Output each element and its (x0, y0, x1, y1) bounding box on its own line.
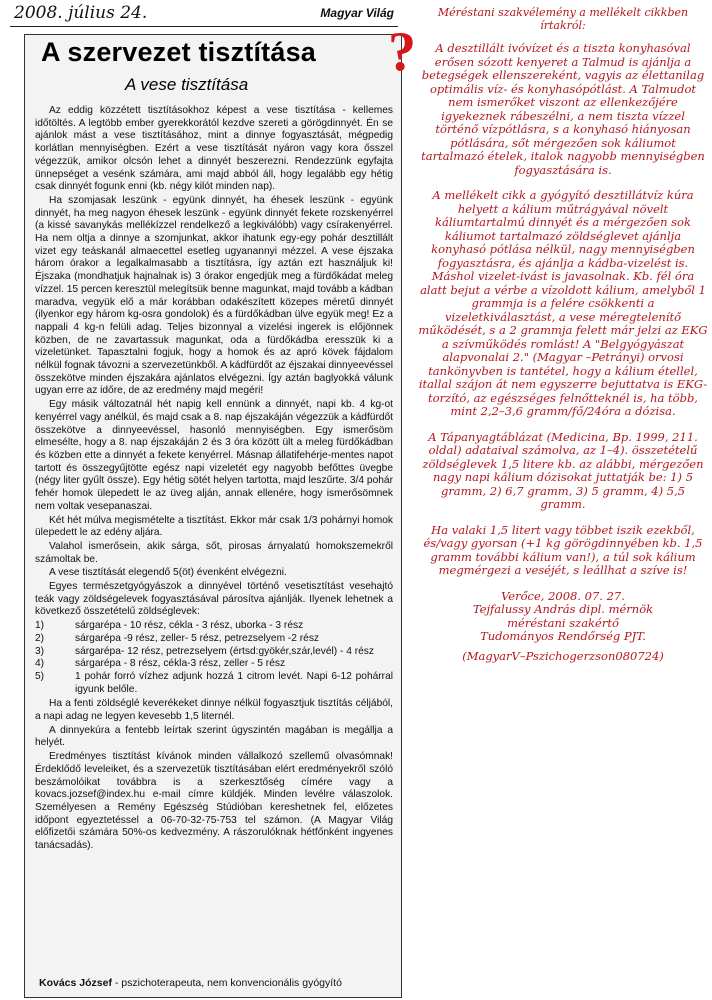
article-paragraph: Egy másik változatnál hét napig kell ennünk a dinnyét, napi kb. 4 kg-ot kenyérrel vagy anélkül, és majd csak a 8. nap éjszakáján végezzük a kádfürdőt összekötve a dinnyeevéssel, hasonló mennyiségben. Egy ismerősöm elmesélte, hogy a 8. nap éjszakáján 2 és 3 óra között ült a meleg fürdőkádban és közben ette a dinnyét a fekete kenyérrel. Másnap állatifehérje-mentes napot tartott és összegyűjtötte egész napi vizeletét egy nagyobb befőttes üvegbe (négy liter gyűlt össze). Egy hétig sötét helyen tartotta, majd leszűrte. 3/4 pohár fehér homok ülepedett le az üveg alján, annak ellenére, hogy ismerősömnek nem voltak vesepanaszai. (35, 399, 393, 512)
article-paragraph: A vese tisztítását elegendő 5(öt) évenként elvégezni. (49, 567, 287, 579)
recipe-text: sárgarépa - 8 rész, cékla-3 rész, zeller - 5 rész (75, 658, 286, 670)
article-paragraph: Valahol ismerősein, akik sárga, sőt, pirosas árnyalatú homokszemekről számoltak be. (35, 540, 393, 565)
recipe-text: sárgarépa -9 rész, zeller- 5 rész, petrezselyem -2 rész (75, 632, 320, 644)
opinion-author-title: méréstani szakértő (507, 615, 619, 630)
opinion-paragraph: A mellékelt cikk a gyógyító desztillátvíz kúra helyett a kálium műtrágyával növelt káliumtartalmú dinnyét és a mérgezően sok káliumot tartalmazó zöldséglevet ajánlja konyhasó pótlása nélkül, nagy mennyiségben fogyasztásra, és ajánlja a kádba-vizelést is. Máshol vizelet-ivást is javasolnak. Kb. fél óra alatt bejut a vérbe a vízoldott kálium, amelyből 1 grammja is a felére csökkenti a vizeletkiválasztást, a vese méregtelenítő működését, s a 2 grammja felett már jelzi az EKG a szívműködés romlást! A "Belgyógyászat alapvonalai 2." (Magyar –Petrányi) orvosi tankönyvben is tantétel, hogy a kálium étellel, itallal szájon át nem egyszerre bejuttatva is EKG-torzító, az egészséges felnőtteknél is, ha több, mint 2,2–3,6 gramm/fő/24óra a dózisa. (418, 188, 708, 418)
opinion-author: Tejfalussy András dipl. mérnök (472, 602, 654, 616)
newspaper-header (10, 4, 398, 27)
opinion-paragraph: Ha valaki 1,5 litert vagy többet iszik ezekből, és/vagy gyorsan (+1 kg görögdinnyében kb. 1,5 gramm további kálium van!), a túl sok kálium megmérgezi a veséjét, s leállhat a szíve is! (423, 522, 703, 577)
expert-opinion (418, 6, 708, 663)
newspaper-clipping (24, 34, 402, 998)
article-paragraph: Ha a fenti zöldséglé keverékeket dinnye nélkül fogyasztjuk tisztítás céljából, a napi adag ne legyen kevesebb 1,5 liternél. (35, 698, 393, 723)
newspaper-name: Magyar Világ (320, 6, 394, 20)
recipe-number: 2) (35, 632, 45, 644)
article-paragraph: Egyes természetgyógyászok a dinnyével történő vesetisztítást vesehajtó teák vagy zöldségelevek fogyasztásával párosítva ajánlják. Ilyenek lehetnek a következő összetételű zöldséglevek: (35, 581, 393, 618)
recipe-number: 1) (35, 620, 45, 632)
opinion-organization: Tudományos Rendőrség PJT. (480, 629, 646, 643)
recipe-number: 3) (35, 645, 45, 657)
author-role: - pszichoterapeuta, nem konvencionális gyógyító (111, 977, 342, 989)
recipe-item (35, 620, 393, 633)
opinion-intro: Méréstani szakvélemény a mellékelt cikkben írtakról: (437, 6, 689, 32)
opinion-paragraph: A Tápanyagtáblázat (Medicina, Bp. 1999, 211. oldal) adataival számolva, az 1–4). összetételű zöldséglevek 1,5 litere kb. az alábbi, mérgezően nagy napi kálium dózisokat juttatják be: 1) 5 gramm, 2) 6,7 gramm, 3) 5 gramm, 4) 5,5 gramm. (422, 429, 704, 511)
article-title: A szervezet tisztítása (41, 37, 317, 67)
article-paragraph: Az eddig közzétett tisztításokhoz képest a vese tisztítása - kellemes időtöltés. A legtöbb ember gyerekkorától kezdve szereti a görögdinnyét. Én se ajánlok mást a vese tisztításához, mint a dinnye fogyasztását, mégpedig korlátlan mennyiségben. Ezért a vese tisztítását nyáron vagy kora ősszel végezzük, amikor olcsón lehet a dinnyét beszerezni. Rendezzünk egyfajta ünnepséget a vesénk számára, ami majd abból áll, hogy legalább egy hétig csak dinnyét fogunk enni (kb. négy kilót minden nap). (35, 105, 393, 193)
juice-recipe-list (35, 620, 393, 696)
article-paragraph: A dinnyekúra a fentebb leírtak szerint úgyszintén magában is megállja a helyét. (35, 724, 393, 749)
recipe-text: 1 pohár forró vízhez adjunk hozzá 1 citrom levét. Napi 6-12 pohárral igyunk belőle. (75, 670, 393, 695)
recipe-item (35, 658, 393, 671)
author-name: Kovács József (39, 977, 112, 989)
recipe-number: 4) (35, 658, 45, 670)
article-paragraph: Eredményes tisztítást kívánok minden vállalkozó szellemű olvasómnak! Érdeklődő leveleiket, és a szervezetük tisztításában elért eredményekről szóló beszámolóikat továbbra is a szerkesztőség címére vagy a kovacs.jozsef@index.hu e-mail címre küldjék. Minden levélre válaszolok. Személyesen a Remény Egészség Stúdióban kereshetnek fel, előzetes időpont egyeztetéssel a 06-70-32-75-753 tel számon. (A Magyar Világ előfizetői számára 50%-os kedvezmény. A rászorulóknak hétfőnként ingyenes tanácsadás). (35, 751, 393, 852)
article-subtitle: A vese tisztítása (125, 75, 249, 94)
recipe-text: sárgarépa - 10 rész, cékla - 3 rész, uborka - 3 rész (75, 620, 304, 632)
article-paragraph: Ha szomjasak leszünk - együnk dinnyét, ha éhesek leszünk - együnk dinnyét, ha meg nagyon éhesek leszünk - együnk dinnyét fekete rozskenyérrel (a kissé savanykás mellékízzel rendelkező a legkiválóbb) vagy csírakenyérrel. Ha nem oltja a dinnye a szomjunkat, akkor ihatunk egy-egy pohár desztillált vizet egy teáskanál almaecettel esetleg ugyanannyi mézzel. A vese éjszaka három órakor a legalkalmasabb a tisztításra, így aztán ezt használjuk ki! Éjszaka (mondhatjuk hajnalnak is) 3 órakor engedjük meg a fürdőkádat meleg vízzel. 15 percen keresztül melegítsük benne magunkat, majd tovább a kádban maradva, vegyük elő a már korábban odakészített közepes méretű dinnyét (ilyenkor egy három kg-osra gondolok) és a fürdőkádban ülve együk meg! Ez a nappali 4 kg-n felüli adag. Teljes bizonnyal a vizelési ingerek is előjönnek közben, de ne zavartassuk magunkat, oda a fürdőkádba eresszük ki a vizeletünket. Tapasztalni fogjuk, hogy a homok és az apró kövek fájdalom nélkül fognak távozni a szervezetünkből. A kádfürdőt az éjszakai dinnyeevéssel összekötve minden éjszakára ajánlatos elvégezni. Így aztán baglyokká válunk ugyan erre az időre, de az eredmény majd megéri! (35, 194, 393, 397)
article-paragraph: Két hét múlva megismételte a tisztítást. Ekkor már csak 1/3 pohárnyi homok ülepedett le az edény aljára. (35, 514, 393, 539)
red-question-mark-icon: ? (388, 21, 416, 83)
recipe-item (35, 633, 393, 646)
opinion-place-date: Verőce, 2008. 07. 27. (501, 588, 625, 603)
recipe-item (35, 646, 393, 659)
opinion-reference: (MagyarV–Pszichogerzson080724) (462, 648, 664, 663)
recipe-number: 5) (35, 670, 45, 682)
opinion-paragraph: A desztillált ivóvízet és a tiszta konyhasóval erősen sózott kenyeret a Talmud is ajánlja a betegségek ellenszereként, vagyis az élettanilag optimális víz- és konyhasópótlást. A Talmudot nem ismerőket viszont az ellenkezőjére igyekeznek rábeszélni, a nem tiszta vízzel történő vízpótlásra, s a konyhasó hiányosan pótlására, sőt mérgezően sok káliumot tartalmazó ételek, italok nagyobb mennyiségben fogyasztására is. (421, 41, 705, 177)
recipe-item (35, 671, 393, 696)
article-signature (39, 977, 391, 989)
recipe-text: sárgarépa- 12 rész, petrezselyem (értsd:gyökér,szár,levél) - 4 rész (75, 645, 374, 657)
article-body (35, 105, 393, 854)
issue-date: 2008. július 24. (14, 3, 148, 23)
